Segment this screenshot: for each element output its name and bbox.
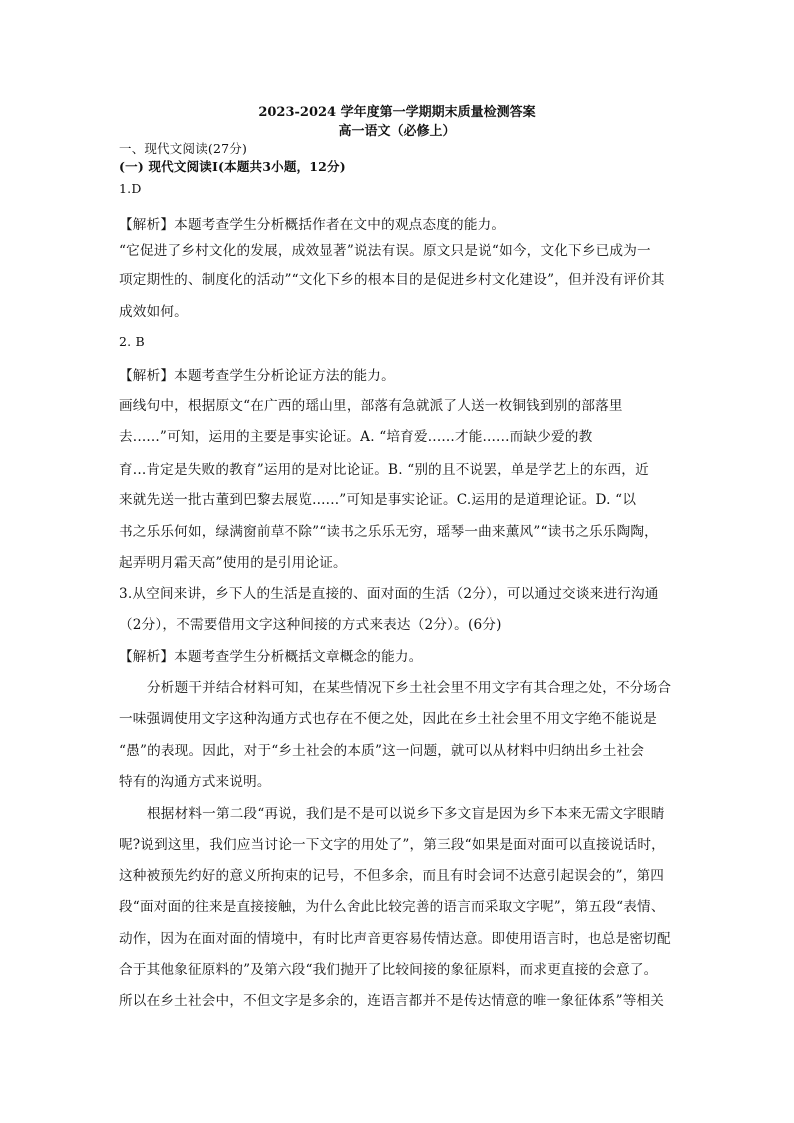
analysis-1-text: 项定期性的、制度化的活动”“文化下乡的根本目的是促进乡村文化建设”，但并没有评价其 bbox=[119, 272, 665, 288]
analysis-1-text: 成效如何。 bbox=[119, 304, 188, 320]
document-title: 2023-2024 学年度第一学期期末质量检测答案 bbox=[258, 105, 536, 120]
analysis-3-heading: 【解析】本题考查学生分析概括文章概念的能力。 bbox=[119, 649, 423, 665]
answer-3: （2分），不需要借用文字这种间接的方式来表达（2分）。(6分) bbox=[119, 617, 502, 633]
analysis-3-text: 分析题干并结合材料可知，在某些情况下乡土社会里不用文字有其合理之处，不分场合 bbox=[147, 680, 672, 696]
analysis-2-heading: 【解析】本题考查学生分析论证方法的能力。 bbox=[119, 368, 395, 384]
analysis-2-text: 起弄明月霜天高”使用的是引用论证。 bbox=[119, 555, 347, 571]
analysis-2-text: 画线句中，根据原文“在广西的瑶山里，部落有急就派了人送一枚铜钱到别的部落里 bbox=[119, 398, 623, 414]
document-subtitle: 高一语文（必修上） bbox=[338, 124, 456, 139]
analysis-3-text: 段“面对面的往来是直接接触，为什么舍此比较完善的语言而采取文字呢”，第五段“表情、 bbox=[119, 899, 665, 915]
answer-1: 1.D bbox=[119, 181, 142, 196]
analysis-1-text: “它促进了乡村文化的发展，成效显著”说法有误。原文只是说“如今，文化下乡已成为一 bbox=[119, 243, 651, 259]
analysis-3-text: 呢?说到这里，我们应当讨论一下文字的用处了”，第三段“如果是面对面可以直接说话时， bbox=[119, 837, 665, 853]
subsection-heading: (一) 现代文阅读Ⅰ(本题共3小题，12分) bbox=[119, 159, 346, 174]
analysis-2-text: 育...肯定是失败的教育”运用的是对比论证。B. “别的且不说罢，单是学艺上的东西，近 bbox=[119, 462, 649, 478]
analysis-3-text: 根据材料一第二段“再说，我们是不是可以说乡下多文盲是因为乡下本来无需文字眼睛 bbox=[147, 806, 665, 822]
analysis-3-text: 特有的沟通方式来说明。 bbox=[119, 774, 271, 790]
analysis-3-text: 这种被预先约好的意义所拘束的记号，不但多余，而且有时会词不达意引起误会的”，第四 bbox=[119, 868, 665, 884]
analysis-3-text: “愚”的表现。因此，对于“乡土社会的本质”这一问题，就可以从材料中归纳出乡土社会 bbox=[119, 743, 645, 759]
analysis-1-heading: 【解析】本题考查学生分析概括作者在文中的观点态度的能力。 bbox=[119, 217, 506, 233]
analysis-2-text: 来就先送一批古董到巴黎去展览......”可知是事实论证。C.运用的是道理论证。D. “以 bbox=[119, 492, 637, 508]
answer-2: 2. B bbox=[119, 334, 145, 349]
analysis-3-text: 动作，因为在面对面的情境中，有时比声音更容易传情达意。即使用语言时，也总是密切配 bbox=[119, 931, 671, 947]
analysis-2-text: 去......”可知，运用的主要是事实论证。A. “培育爱......才能......而缺少爱的教 bbox=[119, 429, 593, 445]
analysis-3-text: 合于其他象征原料的”及第六段“我们抛开了比较间接的象征原料，而求更直接的会意了。 bbox=[119, 962, 658, 978]
analysis-3-text: 一味强调使用文字这种沟通方式也存在不便之处，因此在乡土社会里不用文字绝不能说是 bbox=[119, 711, 657, 727]
answer-3: 3.从空间来讲，乡下人的生活是直接的、面对面的生活（2分），可以通过交谈来进行沟通 bbox=[119, 586, 659, 602]
analysis-2-text: 书之乐乐何如，绿满窗前草不除”“读书之乐乐无穷，瑶琴一曲来薰风”“读书之乐乐陶陶， bbox=[119, 524, 658, 540]
analysis-3-text: 所以在乡土社会中，不但文字是多余的，连语言都并不是传达情意的唯一象征体系”等相关 bbox=[119, 993, 665, 1009]
section-heading: 一、现代文阅读(27分) bbox=[119, 141, 248, 156]
